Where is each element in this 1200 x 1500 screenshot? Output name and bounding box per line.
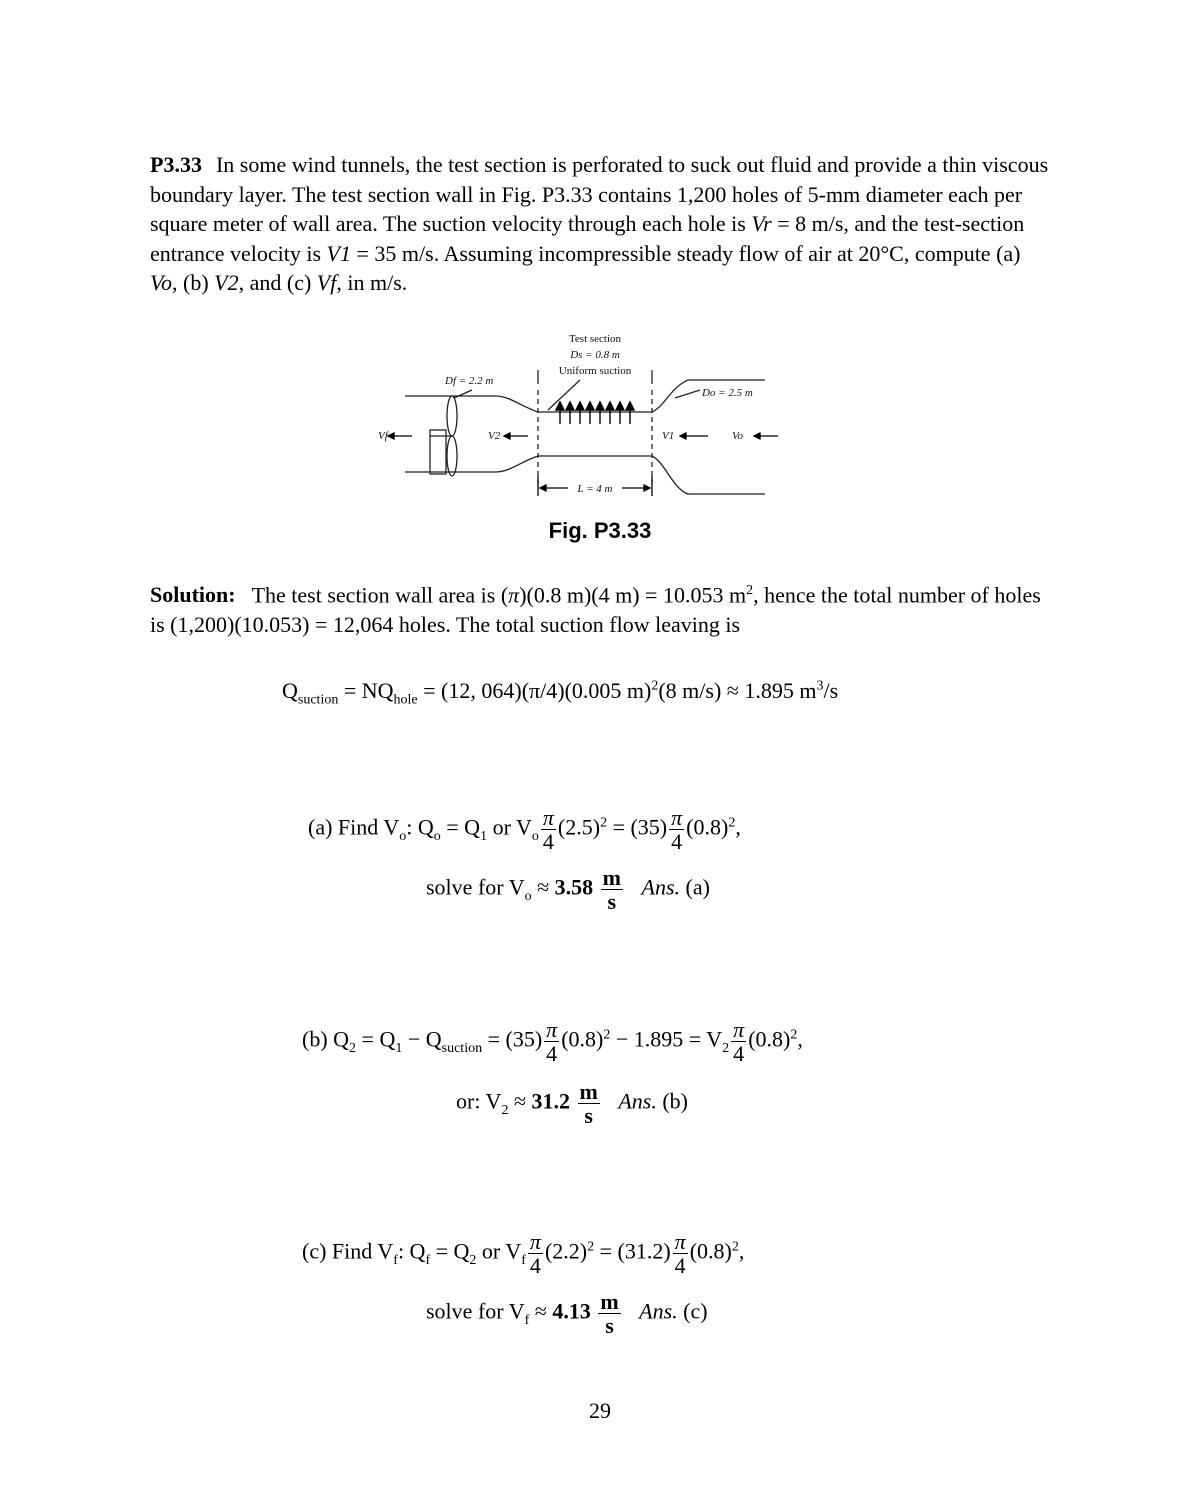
part-b-text: (0.8) [748,1026,791,1052]
problem-text-4: , (b) [172,270,215,295]
v1-arrow-icon [680,433,708,439]
frac-num: π [671,805,683,830]
problem-text-1: In some wind tunnels, the test section is perforated to suck out fluid and provide a thin viscous boundary layer. The test section wall in Fig. P3.33 contains 1,200 holes of 5-mm diameter each per square meter of wall area. The suction velocity through each hole is [150,152,1049,236]
var-vf: Vf [316,270,337,295]
part-b-sup: 2 [790,1027,798,1043]
part-c-text: or V [476,1238,522,1264]
part-a-sub: o [531,829,539,845]
part-c-text: (c) Find V [302,1238,394,1264]
answer-a-value: 3.58 [554,874,594,900]
unit-num: m [602,865,621,890]
part-a-equation [308,806,741,853]
do-pointer [675,390,700,398]
page-number: 29 [589,1398,611,1423]
do-label: Do = 2.5 m [702,387,753,399]
part-c-sub: 2 [469,1253,477,1269]
ans-label: Ans. [641,874,680,900]
part-b-sup: 2 [603,1027,611,1043]
part-c-sup: 2 [731,1239,739,1255]
unit-fraction [598,1290,620,1337]
eq-sq: 2 [651,678,659,694]
v2-label: V2 [488,430,501,442]
part-b-equation [302,1018,803,1065]
ans-tag: (b) [656,1088,688,1114]
part-a-text: or V [487,814,532,840]
solution-label: Solution: [150,582,236,608]
answer-c-value: 4.13 [552,1298,591,1324]
part-a-text: (a) Find V [308,814,400,840]
part-b-text: = (35) [482,1026,543,1052]
part-c-text: : Q [397,1238,426,1264]
part-c-sup: 2 [587,1239,595,1255]
frac-num: π [529,1229,541,1254]
part-a-text: = (35) [607,814,668,840]
solution-text [150,576,1050,639]
pi-over-4-fraction [544,1018,559,1065]
var-v2: V2 [214,270,239,295]
suction-arrows [556,402,634,424]
pi-over-4-fraction [541,806,556,853]
part-c-sub: f [393,1253,398,1269]
solution-area-exponent: 2 [746,583,754,598]
var-vr: Vr [751,211,772,236]
pi-over-4-fraction [673,1230,688,1277]
part-a-answer [426,866,710,913]
frac-num: π [542,805,554,830]
frac-den: 4 [673,1253,688,1277]
part-c-answer [426,1290,708,1337]
frac-den: 4 [528,1253,543,1277]
frac-num: π [546,1017,558,1042]
fan-icon [430,396,457,476]
part-b-text: (b) Q [302,1026,350,1052]
part-a-text: , [735,814,741,840]
part-b-sub: 2 [722,1041,730,1057]
part-c-text: (0.8) [689,1238,732,1264]
eq-q-sub: suction [297,692,339,708]
vo-arrow-icon [754,433,778,439]
frac-den: 4 [541,829,556,853]
part-a-sup: 2 [728,815,736,831]
unit-den: s [601,889,623,913]
ans-label: Ans. [618,1088,657,1114]
problem-text-6: , in m/s. [336,270,408,295]
problem-text-2: = 8 m/s, and the test-section entrance velocity is [150,211,1025,266]
part-a-text: = Q [440,814,481,840]
vf-label: Vf [378,430,388,442]
part-c-text: ≈ [529,1298,553,1324]
part-b-sub: 1 [395,1041,403,1057]
part-b-sub: suction [441,1041,483,1057]
part-b-sub: 2 [501,1103,509,1119]
ans-tag: (a) [680,874,710,900]
part-a-text: (0.8) [686,814,729,840]
part-a-sup: 2 [600,815,608,831]
df-label: Df = 2.2 m [445,375,494,387]
unit-den: s [598,1313,620,1337]
problem-text-3: = 35 m/s. Assuming incompressible steady flow of air at 20°C, compute (a) [351,240,1021,266]
pi-over-4-fraction [669,806,684,853]
part-c-sub: f [425,1253,431,1269]
suction-equation [282,678,838,708]
var-v1: V1 [326,240,351,266]
part-a-text: ≈ [531,874,555,900]
frac-num: π [733,1017,745,1042]
solution-pi: π [508,582,520,608]
part-b-text: or: V [456,1088,502,1114]
unit-num: m [579,1079,598,1104]
part-b-answer [456,1080,688,1127]
vo-label: Vo [732,430,743,442]
part-b-sub: 2 [349,1041,357,1057]
test-section-label: Test section [568,333,622,345]
part-c-text: , [738,1238,745,1264]
eq-rhs2: (8 m/s) ≈ 1.895 m [658,678,817,703]
eq-mid: = NQ [338,678,394,703]
var-vo: Vo [150,270,172,295]
part-a-text: : Q [406,814,434,840]
part-b-text: , [797,1026,803,1052]
ds-label: Ds = 0.8 m [570,349,620,361]
part-c-sub: f [524,1313,530,1329]
frac-den: 4 [669,829,684,853]
eq-q: Q [282,678,298,703]
frac-num: π [674,1229,686,1254]
problem-text-5: , and (c) [238,270,317,295]
eq-rhs: = (12, 064)(π/4)(0.005 m) [417,678,652,703]
problem-statement [150,150,1050,298]
part-a-sub: o [399,829,407,845]
figure-caption: Fig. P3.33 [548,518,652,543]
length-label: L = 4 m [577,483,613,495]
solution-text-1: The test section wall area is ( [251,582,509,608]
part-a-text: (2.5) [557,814,601,840]
vf-arrow-icon [388,433,412,439]
part-b-text: ≈ [508,1088,532,1114]
v1-label: V1 [662,430,675,442]
unit-fraction [578,1080,600,1127]
wind-tunnel-diagram [370,328,780,508]
frac-den: 4 [544,1041,559,1065]
df-pointer [454,390,472,398]
part-b-text: (0.8) [561,1026,604,1052]
part-b-text: = Q [356,1026,396,1052]
part-c-text: (2.2) [544,1238,588,1264]
answer-b-value: 31.2 [531,1088,571,1114]
part-a-sub: o [524,889,532,905]
part-b-text: − 1.895 = V [610,1026,723,1052]
frac-den: 4 [731,1041,746,1065]
ds-pointer [548,380,580,410]
pi-over-4-fraction [528,1230,543,1277]
part-a-text: solve for V [426,874,525,900]
uniform-suction-label: Uniform suction [558,365,632,377]
unit-num: m [600,1289,619,1314]
pi-over-4-fraction [731,1018,746,1065]
v2-arrow-icon [504,433,528,439]
part-b-text: − Q [402,1026,442,1052]
part-c-equation [302,1230,744,1277]
ans-tag: (c) [677,1298,708,1324]
eq-cube: 3 [816,678,824,694]
unit-fraction [601,866,623,913]
ans-label: Ans. [639,1298,678,1324]
problem-label: P3.33 [150,152,202,177]
eq-tail: /s [823,678,839,703]
solution-text-3: , hence the total number of holes is (1,200)(10.053) = 12,064 holes. The total suction flow leaving is [150,582,1041,637]
unit-den: s [578,1103,600,1127]
solution-text-2: )(0.8 m)(4 m) = 10.053 m [519,582,747,608]
eq-mid-sub: hole [393,692,418,708]
part-c-text: solve for V [426,1298,525,1324]
part-a-sub: o [433,829,441,845]
part-a-sub: 1 [480,829,488,845]
part-c-sub: f [521,1253,526,1269]
part-c-text: = Q [430,1238,470,1264]
part-c-text: = (31.2) [594,1238,671,1264]
